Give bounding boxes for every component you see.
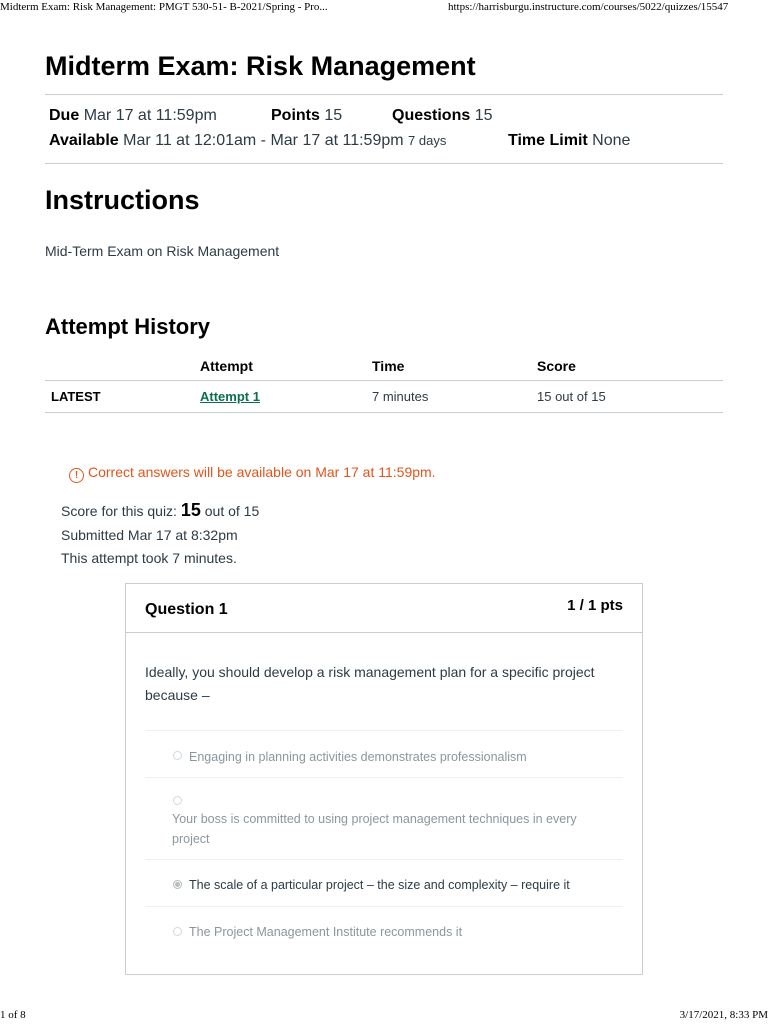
- attempt-score: 15 out of 15: [537, 389, 606, 404]
- score-value: 15: [180, 500, 201, 520]
- answer-text: Your boss is committed to using project management techniques in every project: [172, 812, 577, 846]
- divider: [45, 94, 723, 95]
- instructions-text: Mid-Term Exam on Risk Management: [45, 243, 280, 259]
- warning-icon: !: [69, 468, 84, 483]
- quiz-questions: [392, 107, 492, 125]
- column-header-time: Time: [372, 358, 405, 374]
- quiz-due: [49, 107, 217, 125]
- available-label: Available: [49, 132, 119, 149]
- score-suffix: out of 15: [204, 503, 260, 519]
- attempt-1-link[interactable]: Attempt 1: [200, 389, 260, 404]
- column-header-score: Score: [537, 358, 576, 374]
- quiz-points: [271, 107, 342, 125]
- due-label: Due: [49, 107, 80, 124]
- answer-option-selected[interactable]: [145, 859, 623, 907]
- question-points: 1 / 1 pts: [567, 597, 623, 614]
- row-label-latest: LATEST: [51, 389, 101, 404]
- radio-button[interactable]: [173, 927, 182, 936]
- print-header: [0, 0, 768, 18]
- divider: [45, 412, 723, 413]
- notice-text: Correct answers will be available on Mar 17 at 11:59pm.: [88, 464, 436, 480]
- due-value: Mar 17 at 11:59pm: [83, 107, 217, 124]
- question-header: [126, 584, 642, 633]
- answer-option[interactable]: [145, 777, 623, 860]
- question-name: Question 1: [145, 601, 228, 618]
- print-page-title: Midterm Exam: Risk Management: PMGT 530-51- B-2021/Spring - Pro...: [0, 1, 328, 13]
- page-number: 1 of 8: [0, 1009, 26, 1021]
- quiz-time-limit: [508, 132, 630, 150]
- radio-button[interactable]: [173, 796, 182, 805]
- answer-text: Engaging in planning activities demonstrates professionalism: [189, 750, 527, 764]
- time-limit-value: None: [592, 132, 631, 149]
- column-header-attempt: Attempt: [200, 358, 253, 374]
- time-limit-label: Time Limit: [508, 132, 588, 149]
- correct-answers-notice: [69, 464, 436, 483]
- attempt-time: 7 minutes: [372, 389, 429, 404]
- print-footer: [0, 1009, 768, 1024]
- answer-option[interactable]: [145, 906, 623, 954]
- divider: [45, 380, 723, 381]
- divider: [45, 163, 723, 164]
- question-text: Ideally, you should develop a risk management plan for a specific project because –: [145, 664, 595, 703]
- available-value: Mar 11 at 12:01am - Mar 17 at 11:59pm: [123, 132, 404, 149]
- print-page-url: https://harrisburgu.instructure.com/courses/5022/quizzes/15547: [448, 1, 729, 13]
- answer-option[interactable]: [145, 730, 623, 778]
- submitted-time: Submitted Mar 17 at 8:32pm: [61, 527, 238, 543]
- questions-value: 15: [474, 107, 493, 124]
- instructions-heading: Instructions: [45, 185, 200, 215]
- attempt-duration: This attempt took 7 minutes.: [61, 550, 237, 566]
- quiz-available: [49, 132, 446, 150]
- score-prefix: Score for this quiz:: [61, 503, 177, 519]
- quiz-score: [61, 500, 259, 521]
- points-value: 15: [324, 107, 343, 124]
- print-datetime: 3/17/2021, 8:33 PM: [679, 1009, 768, 1021]
- available-days: 7 days: [408, 133, 447, 148]
- question-card: [125, 583, 643, 975]
- answer-text: The Project Management Institute recommends it: [189, 925, 463, 939]
- attempt-history-heading: Attempt History: [45, 314, 211, 339]
- questions-label: Questions: [392, 107, 471, 124]
- radio-button[interactable]: [173, 751, 182, 760]
- quiz-title: Midterm Exam: Risk Management: [45, 51, 476, 81]
- radio-button-checked[interactable]: [173, 880, 182, 889]
- answer-text: The scale of a particular project – the size and complexity – require it: [189, 878, 570, 892]
- points-label: Points: [271, 107, 320, 124]
